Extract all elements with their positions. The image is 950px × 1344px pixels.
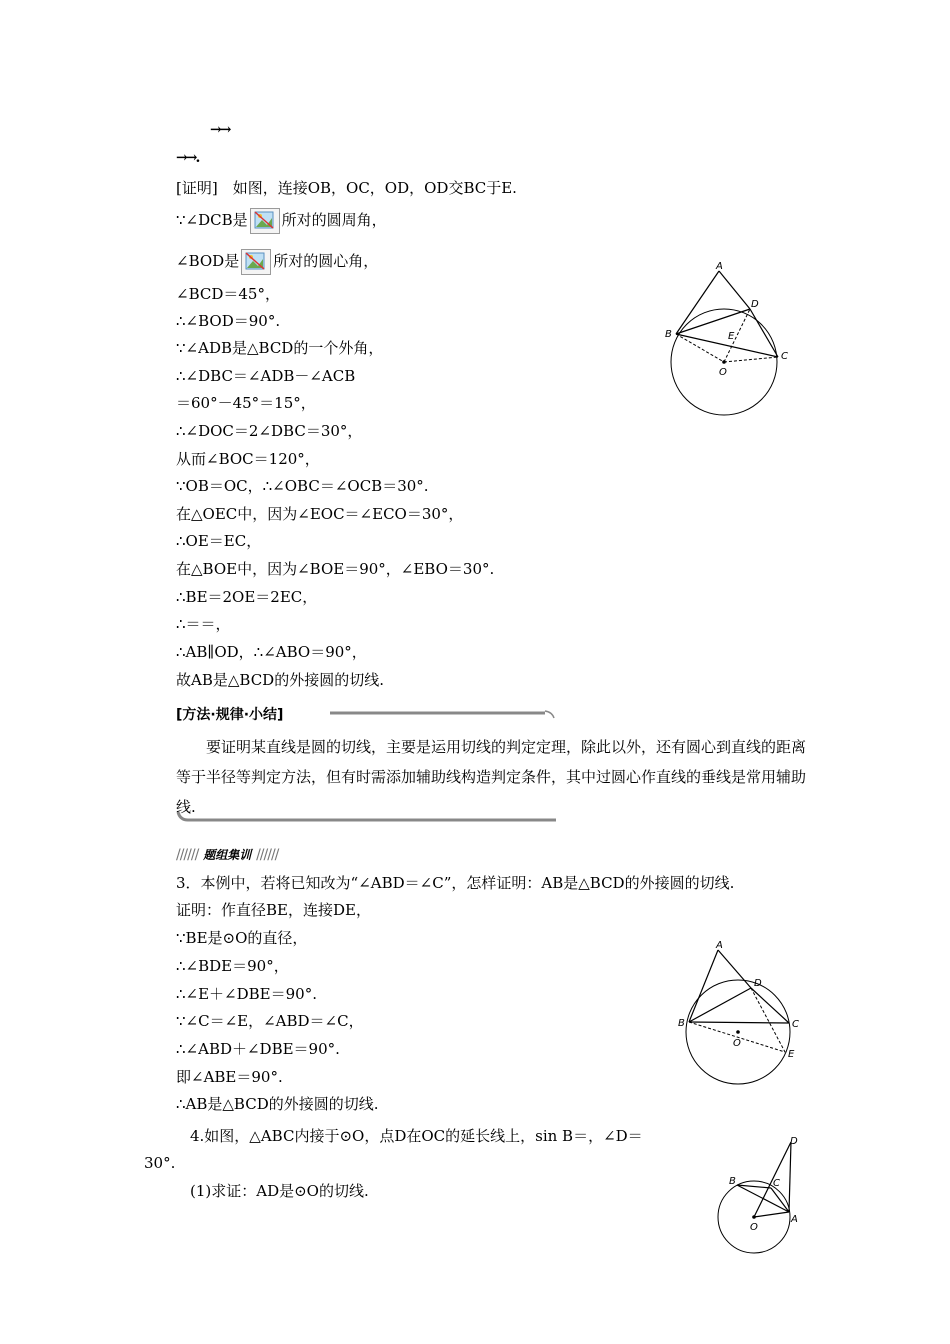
training-title: ////// 题组集训 ////// [176,847,279,863]
label-c: C [781,351,788,362]
proof-conclusion: 故AB是△BCD的外接圆的切线. [176,671,384,689]
label-d: D [754,978,762,989]
label-a: A [791,1214,798,1225]
broken-image-icon [241,249,271,275]
label-b: B [665,329,672,340]
proof-line: ∴OE＝EC， [176,532,262,550]
label-a: A [716,261,723,272]
proof-line: 在△BOE中，因为∠BOE＝90°，∠EBO＝30°. [176,560,495,578]
hatch-decoration: ////// [256,847,279,863]
problem3-line: ∴∠ABD＋∠DBE＝90°. [176,1040,340,1058]
problem3-line: ∴∠E＋∠DBE＝90°. [176,985,317,1003]
label-e: E [728,331,735,342]
figure-circle-tangent-1 [655,255,795,425]
label-b: B [678,1018,685,1029]
problem4-part1: (1)求证：AD是⊙O的切线. [190,1182,369,1200]
proof-line: ∴∠DOC＝2∠DBC＝30°， [176,422,363,440]
label-o: O [733,1038,741,1049]
proof-line-central: ∠BOD是 所对的圆心角， [176,249,378,275]
label-c: C [773,1178,780,1189]
label-d: D [790,1136,798,1147]
label-a: A [716,940,723,951]
proof-line: ∴AB∥OD，∴∠ABO＝90°， [176,643,367,661]
proof-line: ∴∠DBC＝∠ADB－∠ACB [176,367,356,385]
problem3-line: ∵∠C＝∠E，∠ABD＝∠C， [176,1012,364,1030]
label-c: C [792,1019,799,1030]
proof-line: ∵∠ADB是△BCD的一个外角， [176,339,384,357]
vector-arrows-1: →→ [210,122,230,138]
problem4-statement-cont: 30°. [144,1154,176,1172]
problem3-line: ∵BE是⊙O的直径， [176,929,308,947]
proof-line: ∵OB＝OC，∴∠OBC＝∠OCB＝30°. [176,477,429,495]
method-title-rule [330,709,555,719]
method-title: [方法·规律·小结] [176,707,284,723]
method-text: 要证明某直线是圆的切线，主要是运用切线的判定定理，除此以外，还有圆心到直线的距离等于半径等判定方法，但有时需添加辅助线构造判定条件，其中过圆心作直线的垂线是常用辅助线. [176,738,807,816]
label-b: B [729,1176,736,1187]
proof-line: 从而∠BOC＝120°， [176,450,320,468]
label-d: D [751,299,759,310]
problem4-statement: 4.如图，△ABC内接于⊙O，点D在OC的延长线上，sin B＝，∠D＝ [190,1127,643,1145]
proof-line: ∴∠BOD＝90°. [176,312,281,330]
problem3-line: ∴∠BDE＝90°， [176,957,289,975]
proof-line: ＝60°－45°＝15°， [176,394,316,412]
label-o: O [719,367,727,378]
proof-intro: [证明] 如图，连接OB，OC，OD，OD交BC于E. [176,179,517,197]
problem3-line: 证明：作直径BE，连接DE， [176,901,371,919]
proof-line-inscribed: ∵∠DCB是 所对的圆周角， [176,208,387,234]
proof-line: ∴＝＝， [176,615,231,633]
problem3-conclusion: ∴AB是△BCD的外接圆的切线. [176,1095,379,1113]
hatch-decoration: ////// [176,847,199,863]
label-o: O [750,1222,758,1233]
proof-line: 在△OEC中，因为∠EOC＝∠ECO＝30°， [176,505,464,523]
problem3-line: 即∠ABE＝90°. [176,1068,283,1086]
problem3-statement: 3．本例中，若将已知改为“∠ABD＝∠C”，怎样证明：AB是△BCD的外接圆的切线. [176,874,735,892]
proof-line: ∠BCD＝45°， [176,285,280,303]
method-bottom-rule [176,812,561,826]
proof-line: ∴BE＝2OE＝2EC， [176,588,318,606]
vector-arrows-2: →→. [176,150,199,166]
broken-image-icon [250,208,280,234]
label-e: E [788,1049,795,1060]
figure-circle-tangent-3 [705,1132,815,1257]
figure-circle-tangent-2 [672,935,812,1095]
